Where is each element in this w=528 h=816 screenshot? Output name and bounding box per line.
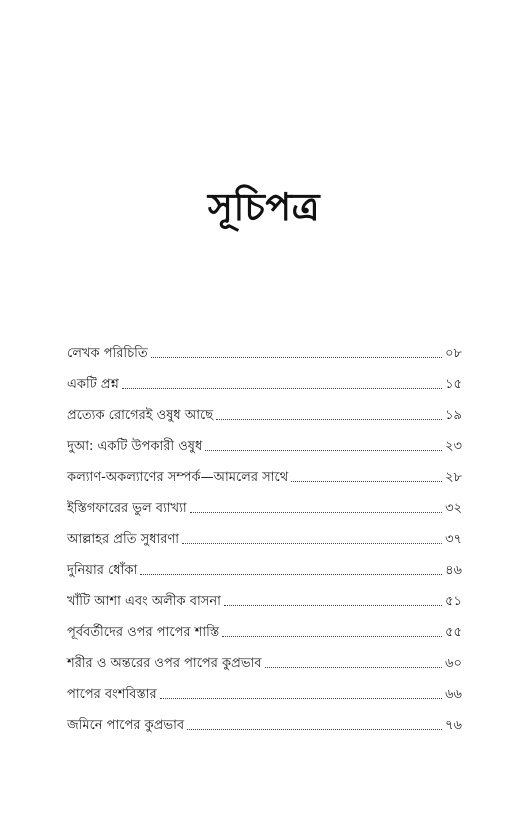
page-title: সূচিপত্র [207,184,321,229]
toc-entry-title: জমিনে পাপের কুপ্রভাব [67,718,185,733]
dot-leader [151,357,442,358]
toc-entry-title: আল্লাহর প্রতি সুধারণা [67,532,180,547]
dot-leader [205,450,442,451]
toc-entry-title: দুনিয়ার ধোঁকা [67,563,138,578]
dot-leader [190,512,442,513]
toc-entry [67,456,462,487]
toc-entry [67,611,462,642]
dot-leader [160,698,442,699]
dot-leader [216,419,442,420]
dot-leader [187,729,442,730]
dot-leader [291,481,442,482]
toc-entry-title: পূর্ববর্তীদের ওপর পাপের শাস্তি [67,625,220,640]
toc-entry [67,704,462,735]
toc-page-number: ৩২ [445,501,462,516]
dot-leader [182,543,442,544]
toc-entry-title: ইস্তিগফারের ভুল ব্যাখ্যা [67,501,187,516]
toc-page-number: ২৩ [445,439,462,454]
toc-page-number: ৫১ [445,594,462,609]
toc-entry-title: শরীর ও অন্তরের ওপর পাপের কুপ্রভাব [67,656,262,671]
dot-leader [224,605,442,606]
toc-page-number: ৩৭ [445,532,462,547]
toc-entry [67,549,462,580]
toc-entry [67,580,462,611]
toc-entry [67,363,462,394]
toc-entry-title: পাপের বংশবিস্তার [67,687,157,702]
toc-entry [67,332,462,363]
toc-page-number: ৭৬ [445,718,462,733]
toc-entry [67,673,462,704]
toc-entry-title: দুআ: একটি উপকারী ওষুধ [67,439,203,454]
toc-entry-title: খাঁটি আশা এবং অলীক বাসনা [67,594,221,609]
toc-entry-title: একটি প্রশ্ন [67,377,119,392]
toc-entry [67,425,462,456]
dot-leader [122,388,442,389]
toc-entry [67,518,462,549]
toc-page-number: ১৫ [445,377,462,392]
toc-page-number: ০৮ [445,346,462,361]
toc-page-number: ৪৬ [445,563,462,578]
dot-leader [140,574,442,575]
table-of-contents [67,332,462,735]
toc-entry-title: কল্যাণ-অকল্যাণের সম্পর্ক—আমলের সাথে [67,470,289,485]
toc-page-number: ৫৫ [445,625,462,640]
toc-entry [67,394,462,425]
toc-entry [67,487,462,518]
toc-entry-title: লেখক পরিচিতি [67,346,148,361]
dot-leader [222,636,442,637]
dot-leader [265,667,443,668]
toc-entry [67,642,462,673]
toc-page-number: ২৮ [445,470,462,485]
toc-page-number: ৬০ [445,656,462,671]
toc-entry-title: প্রত্যেক রোগেরই ওষুধ আছে [67,408,214,423]
toc-page-number: ৬৬ [445,687,462,702]
toc-page-number: ১৯ [445,408,462,423]
